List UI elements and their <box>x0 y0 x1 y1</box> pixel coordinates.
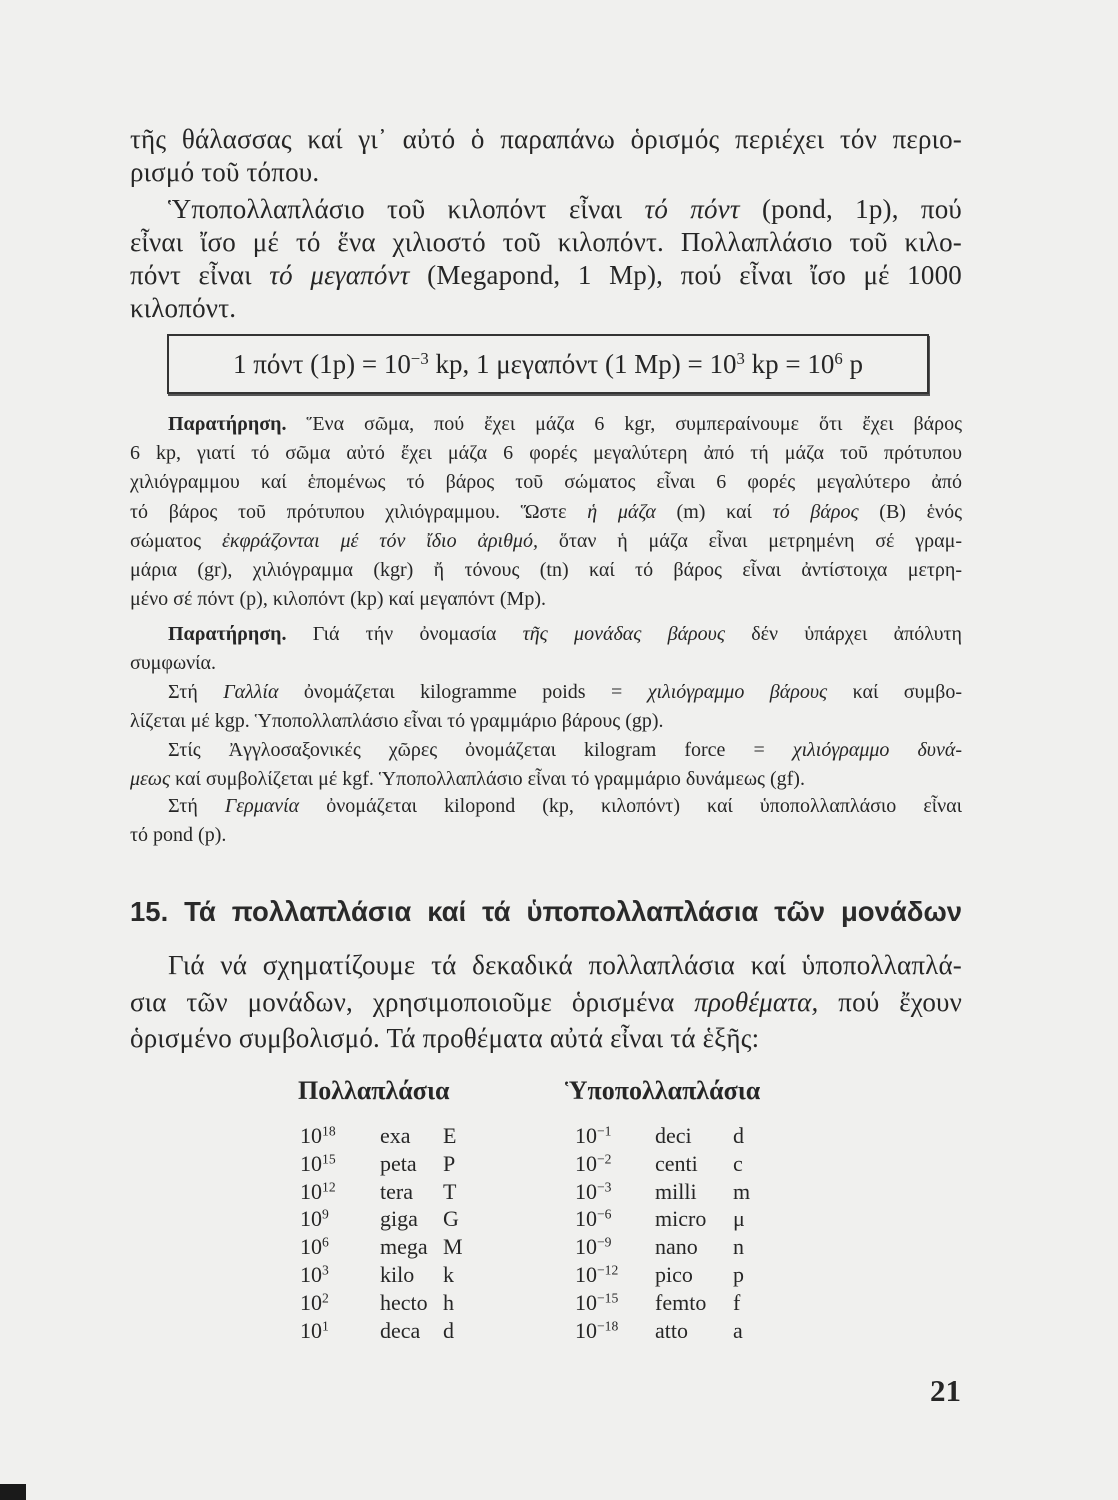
text-line <box>130 620 962 649</box>
power-base: 10 <box>300 1234 322 1260</box>
power-exponent: −18 <box>597 1318 619 1334</box>
prefix-symbol: p <box>733 1262 744 1287</box>
text-line <box>130 527 962 556</box>
text-line <box>130 821 962 850</box>
power-of-ten <box>300 1233 329 1261</box>
power-exponent: −1 <box>597 1123 612 1139</box>
emphasis-text: ἐκφράζονται μέ τόν ἴδιο ἀριθμό, <box>221 529 538 552</box>
emphasis-text: μεως <box>130 768 171 791</box>
text-line <box>130 649 962 678</box>
power-of-ten <box>300 1317 329 1345</box>
text-segment: 6 kp, γιατί τό σῶμα αὐτό ἔχει μάζα 6 φορές μεγαλύτερη ἀπό τή μάζα τοῦ πρότυπου <box>130 442 962 465</box>
prefix-symbol: T <box>443 1178 457 1204</box>
power-base: 10 <box>575 1289 597 1315</box>
prefix-name: milli <box>655 1178 697 1204</box>
power-base: 10 <box>300 1317 322 1343</box>
emphasis-text: τό πόντ <box>644 194 740 224</box>
prefix-name: peta <box>380 1150 417 1176</box>
power-of-ten <box>575 1178 612 1206</box>
table-row <box>0 1233 1118 1261</box>
table-row <box>0 1317 1118 1345</box>
power-of-ten <box>575 1289 618 1317</box>
text-segment: πού ἔχουν <box>818 986 963 1017</box>
text-line <box>130 468 962 497</box>
text-segment: ρισμό τοῦ τόπου. <box>130 157 320 187</box>
power-exponent: −3 <box>597 1179 612 1195</box>
text-segment: χιλιόγραμμου καί ἑπομένως τό βάρος τοῦ σώματος εἶναι 6 φορές μεγαλύτερο ἀπό <box>130 471 962 494</box>
para-continuation <box>130 123 962 189</box>
power-of-ten <box>300 1261 329 1289</box>
text-segment: 6 <box>834 348 843 368</box>
table-row <box>0 1205 1118 1233</box>
table-header-submultiples: Ὑποπολλαπλάσια <box>565 1076 761 1105</box>
emphasis-text: τό βάρος <box>772 500 859 523</box>
power-exponent: 18 <box>322 1123 336 1139</box>
power-of-ten <box>575 1233 612 1261</box>
prefix-symbol: h <box>443 1289 454 1315</box>
prefix-symbol: E <box>443 1123 457 1148</box>
table-row <box>0 1178 1118 1206</box>
prefix-symbol: P <box>443 1150 456 1176</box>
text-segment: σώματος <box>130 529 222 552</box>
power-of-ten <box>575 1150 612 1178</box>
prefix-symbol: c <box>733 1150 743 1176</box>
text-segment: 3 <box>736 348 745 368</box>
prefix-name: micro <box>655 1206 707 1232</box>
text-segment: ὀνομάζεται kilopond (kp, κιλοπόντ) καί ὑποπολλαπλάσιο εἶναι <box>299 795 963 817</box>
prefix-symbol: f <box>733 1289 741 1315</box>
power-exponent: 12 <box>322 1179 336 1195</box>
power-base: 10 <box>300 1206 322 1232</box>
emphasis-text: τό μεγαπόντ <box>269 260 410 290</box>
prefix-name: deca <box>380 1317 421 1343</box>
power-of-ten <box>575 1261 618 1289</box>
prefix-name: nano <box>655 1234 698 1260</box>
text-segment: kp = 10 <box>744 349 835 379</box>
text-segment: Στίς Ἀγγλοσαξονικές χῶρες ὀνομάζεται kilogram force = <box>168 739 793 761</box>
power-exponent: 6 <box>322 1234 329 1250</box>
formula-box <box>167 334 929 394</box>
power-base: 10 <box>575 1262 597 1287</box>
text-segment: συμφωνία. <box>130 652 217 675</box>
power-base: 10 <box>575 1206 597 1232</box>
text-segment: kp, 1 μεγαπόντ (1 Mp) = 10 <box>428 349 737 379</box>
text-segment: (m) καί <box>655 500 773 523</box>
emphasis-text: χιλιόγραμμο βάρους <box>647 681 828 703</box>
text-segment: p <box>842 349 863 379</box>
prefix-name: pico <box>655 1262 693 1287</box>
para-prefixes <box>130 947 962 1057</box>
text-segment: εἶναι ἴσο μέ τό ἕνα χιλιοστό τοῦ κιλοπόντ. Πολλαπλάσιο τοῦ κιλο- <box>130 227 962 257</box>
note-anglosaxon <box>130 736 962 794</box>
text-line <box>130 226 962 259</box>
text-line <box>130 439 962 468</box>
text-segment: Στή <box>168 681 224 703</box>
power-base: 10 <box>300 1123 322 1148</box>
power-exponent: 2 <box>322 1290 329 1306</box>
prefix-name: hecto <box>380 1289 428 1315</box>
prefix-name: giga <box>380 1206 418 1232</box>
text-segment: μένο σέ πόντ (p), κιλοπόντ (kp) καί μεγαπόντ (Mp). <box>130 588 546 611</box>
power-exponent: −9 <box>597 1234 612 1250</box>
prefix-name: femto <box>655 1289 707 1315</box>
text-segment: καί συμβολίζεται μέ kgf. Ὑποπολλαπλάσιο εἶναι τό γραμμάριο δυνάμεως (gf). <box>170 768 805 791</box>
text-line <box>130 678 962 707</box>
emphasis-text: τῆς μονάδας βάρους <box>522 623 725 645</box>
text-segment: (Megapond, 1 Mp), πού εἶναι ἴσο μέ 1000 <box>409 260 962 290</box>
text-line <box>130 792 962 821</box>
scan-edge <box>0 1484 26 1500</box>
text-segment: κιλοπόντ. <box>130 293 237 323</box>
emphasis-text: χιλιόγραμμο δυνά- <box>792 739 962 761</box>
text-line <box>130 765 962 794</box>
text-segment: ὁρισμένο συμβολισμό. Τά προθέματα αὐτά εἶναι τά ἑξῆς: <box>130 1023 760 1053</box>
text-segment: τό βάρος τοῦ πρότυπου χιλιόγραμμου. Ὥστε <box>130 500 588 523</box>
prefix-symbol: d <box>443 1317 454 1343</box>
table-header-multiples: Πολλαπλάσια <box>298 1076 450 1105</box>
prefix-symbol: k <box>443 1262 454 1287</box>
text-line <box>130 156 962 189</box>
prefix-symbol: d <box>733 1123 744 1148</box>
text-segment: (B) ἑνός <box>858 500 962 523</box>
text-line <box>130 984 962 1021</box>
text-segment: (pond, 1p), πού <box>739 194 962 224</box>
text-line <box>130 556 962 585</box>
text-segment: Ὑποπολλαπλάσιο τοῦ κιλοπόντ εἶναι <box>168 194 645 224</box>
prefix-name: centi <box>655 1150 698 1176</box>
table-row <box>0 1289 1118 1317</box>
table-row <box>0 1150 1118 1178</box>
power-base: 10 <box>300 1178 322 1204</box>
text-line <box>130 707 962 736</box>
text-segment: Γιά τήν ὀνομασία <box>286 623 523 645</box>
power-base: 10 <box>300 1150 322 1176</box>
text-segment: ὀνομάζεται kilogramme poids = <box>278 681 648 703</box>
power-of-ten <box>300 1289 329 1317</box>
prefix-name: kilo <box>380 1262 415 1287</box>
text-segment: −3 <box>410 348 429 368</box>
power-of-ten <box>300 1150 336 1178</box>
text-segment: καί συμβο- <box>827 681 963 703</box>
prefix-symbol: m <box>733 1178 751 1204</box>
power-base: 10 <box>300 1289 322 1315</box>
note-label: Παρατήρηση. <box>168 413 287 435</box>
text-line <box>130 292 962 325</box>
power-exponent: −2 <box>597 1151 612 1167</box>
prefix-symbol: G <box>443 1206 459 1232</box>
prefix-name: atto <box>655 1317 688 1343</box>
section-heading: 15. Τά πολλαπλάσια καί τά ὑποπολλαπλάσια τῶν μονάδων <box>130 896 962 927</box>
emphasis-text: προθέματα, <box>694 986 819 1017</box>
table-row <box>0 1122 1118 1150</box>
emphasis-text: ἡ μάζα <box>587 500 656 523</box>
text-segment: λίζεται μέ kgp. Ὑποπολλαπλάσιο εἶναι τό γραμμάριο βάρους (gp). <box>130 710 664 733</box>
note-france <box>130 678 962 736</box>
prefix-symbol: M <box>443 1234 463 1260</box>
note-germany <box>130 792 962 850</box>
text-segment: ὅταν ἡ μάζα εἶναι μετρημένη σέ γραμ- <box>537 529 962 552</box>
power-base: 10 <box>575 1234 597 1260</box>
power-of-ten <box>575 1122 612 1150</box>
text-segment: τῆς θάλασσας καί γι᾽ αὐτό ὁ παραπάνω ὁρισμός περιέχει τόν περιο- <box>130 124 962 154</box>
prefix-name: mega <box>380 1234 428 1260</box>
power-exponent: 1 <box>322 1318 329 1334</box>
prefix-name: tera <box>380 1178 413 1204</box>
power-exponent: 3 <box>322 1262 329 1278</box>
text-line <box>130 193 962 226</box>
note-mass-weight <box>130 410 962 614</box>
text-segment: πόντ εἶναι <box>130 260 270 290</box>
power-exponent: −15 <box>597 1290 619 1306</box>
para-pond <box>130 193 962 325</box>
power-base: 10 <box>300 1262 322 1287</box>
prefix-name: deci <box>655 1123 692 1148</box>
power-base: 10 <box>575 1123 597 1148</box>
text-line <box>130 123 962 156</box>
power-exponent: −6 <box>597 1206 612 1222</box>
text-line <box>130 259 962 292</box>
power-base: 10 <box>575 1150 597 1176</box>
table-row <box>0 1261 1118 1289</box>
text-line <box>130 410 962 439</box>
text-line <box>130 736 962 765</box>
power-exponent: 9 <box>322 1206 329 1222</box>
prefix-symbol: n <box>733 1234 744 1260</box>
text-line <box>130 498 962 527</box>
page-number: 21 <box>930 1373 961 1408</box>
power-of-ten <box>300 1122 336 1150</box>
power-of-ten <box>575 1317 618 1345</box>
prefix-symbol: a <box>733 1317 743 1343</box>
text-line <box>130 585 962 614</box>
emphasis-text: Γαλλία <box>223 681 279 703</box>
text-segment: Στή <box>168 795 225 817</box>
power-of-ten <box>300 1178 336 1206</box>
text-segment: μάρια (gr), χιλιόγραμμα (kgr) ἤ τόνους (tn) καί τό βάρος εἶναι ἀντίστοιχα μετρη- <box>130 559 962 582</box>
text-segment: 1 πόντ (1p) = 10 <box>232 349 411 379</box>
power-base: 10 <box>575 1317 597 1343</box>
emphasis-text: Γερμανία <box>224 795 300 817</box>
note-naming <box>130 620 962 678</box>
text-segment: Γιά νά σχηματίζουμε τά δεκαδικά πολλαπλάσια καί ὑποπολλαπλά- <box>168 950 962 980</box>
power-exponent: −12 <box>597 1262 619 1278</box>
note-label: Παρατήρηση. <box>168 623 287 645</box>
prefix-name: exa <box>380 1123 411 1148</box>
power-of-ten <box>575 1205 612 1233</box>
text-segment: τό pond (p). <box>130 824 227 847</box>
power-base: 10 <box>575 1178 597 1204</box>
text-segment: σια τῶν μονάδων, χρησιμοποιοῦμε ὁρισμένα <box>130 986 695 1017</box>
power-exponent: 15 <box>322 1151 336 1167</box>
prefix-symbol: μ <box>733 1206 745 1232</box>
text-segment: δέν ὑπάρχει ἀπόλυτη <box>724 623 962 645</box>
text-line <box>130 1020 962 1057</box>
text-line <box>130 947 962 984</box>
power-of-ten <box>300 1205 329 1233</box>
text-segment: Ἕνα σῶμα, πού ἔχει μάζα 6 kgr, συμπεραίνουμε ὅτι ἔχει βάρος <box>286 413 962 435</box>
